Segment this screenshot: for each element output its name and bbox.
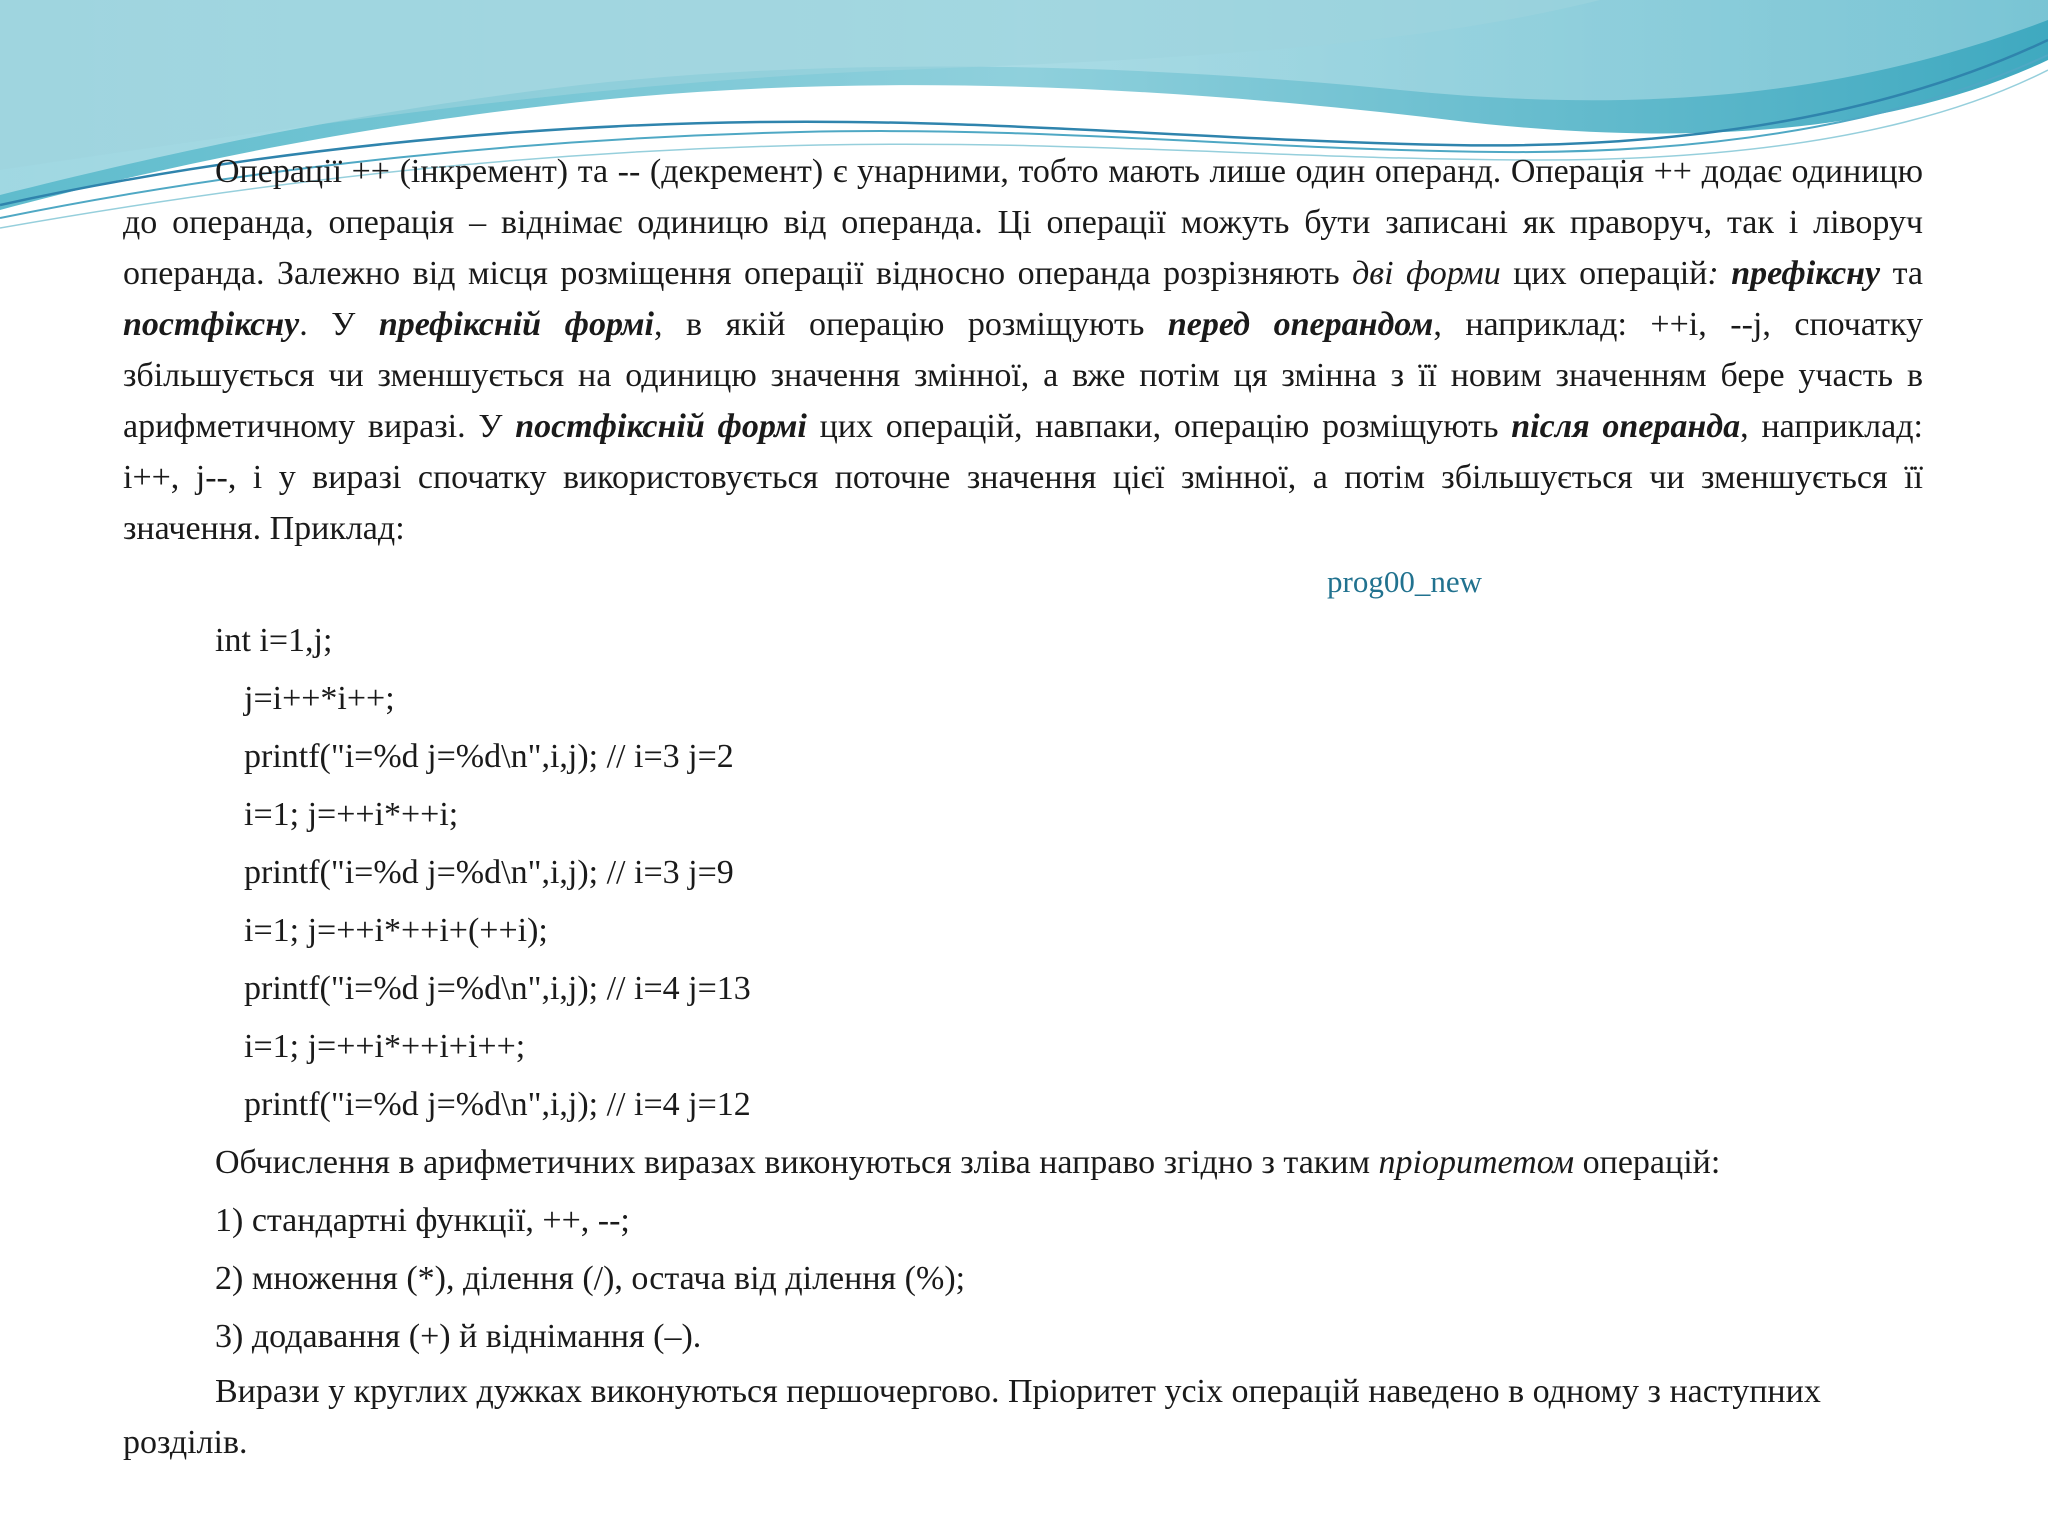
priority-item: 2) множення (*), ділення (/), остача від ділення (%); xyxy=(215,1260,966,1297)
priority-item: 1) стандартні функції, ++, --; xyxy=(215,1202,630,1239)
code-line: int i=1,j; xyxy=(215,622,333,659)
prog00-new-link[interactable]: prog00_new xyxy=(1327,564,1482,599)
intro-line-3: праворуч, так і ліворуч операнда. Залежно від місця розміщення операції відносно операнда розрізняють xyxy=(123,204,1923,292)
priority-intro xyxy=(123,1134,1923,1192)
intro-line-1: Операції ++ (інкремент) та -- (декремент) є унарними, тобто мають лише один операнд. Операція ++ xyxy=(215,153,1692,190)
priority-intro-text: Обчислення в арифметичних виразах виконуються зліва направо згідно з таким xyxy=(215,1144,1379,1181)
priority-item: 3) додавання (+) й віднімання (–). xyxy=(215,1318,702,1355)
term-operand: операндом xyxy=(1273,306,1434,343)
intro-colon: : xyxy=(1707,255,1732,292)
slide-content xyxy=(123,146,1923,1468)
intro-italic-dvi: дві xyxy=(1352,255,1394,292)
code-line: printf("i=%d j=%d\n",i,j); // i=4 j=13 xyxy=(244,970,751,1007)
intro-line-4a: цих операцій xyxy=(1500,255,1708,292)
term-prefix-form: префіксній формі xyxy=(378,306,655,343)
term-after-operand: після операнда xyxy=(1511,408,1741,445)
priority-italic: пріоритетом xyxy=(1378,1144,1575,1181)
closing-paragraph xyxy=(123,1366,1923,1468)
code-line: i=1; j=++i*++i+i++; xyxy=(244,1028,526,1065)
intro-line-4d: , в якій операцію розміщують xyxy=(654,306,1168,343)
code-line: j=i++*i++; xyxy=(244,680,395,717)
term-postfix: постфіксну xyxy=(123,306,300,343)
intro-paragraph xyxy=(123,146,1923,554)
intro-line-5: , наприклад: ++i, --j, спочатку збільшується чи зменшується на одиницю значення змінної, а вже xyxy=(123,306,1924,394)
code-line: printf("i=%d j=%d\n",i,j); // i=3 j=2 xyxy=(244,738,734,775)
intro-line-2: додає одиницю до операнда, операція – віднімає одиницю від операнда. Ці операції можуть бути записані як xyxy=(123,153,1923,241)
term-before: перед xyxy=(1167,306,1251,343)
code-example xyxy=(123,612,1923,1134)
code-line: printf("i=%d j=%d\n",i,j); // i=4 j=12 xyxy=(244,1086,751,1123)
code-line: i=1; j=++i*++i; xyxy=(244,796,459,833)
code-line: printf("i=%d j=%d\n",i,j); // i=3 j=9 xyxy=(244,854,734,891)
intro-line-8: використовується поточне значення цієї змінної, а потім збільшується чи зменшується її значення. Приклад: xyxy=(123,459,1923,547)
intro-line-6c: цих xyxy=(806,408,874,445)
intro-line-7c: , наприклад: i++, j--, і у виразі спочатку xyxy=(123,408,1923,496)
closing-line-1: Вирази у круглих дужках виконуються першочергово. Пріоритет усіх операцій наведено в одному з xyxy=(215,1373,1661,1410)
code-line: i=1; j=++i*++i+(++i); xyxy=(244,912,548,949)
link-row xyxy=(123,554,1923,610)
intro-line-4c: . У xyxy=(299,306,379,343)
closing-line-2: наступних розділів. xyxy=(123,1373,1821,1461)
term-postfix-form: постфіксній формі xyxy=(515,408,807,445)
intro-line-7a: операцій, навпаки, операцію розміщують xyxy=(885,408,1512,445)
term-prefix: префіксну xyxy=(1731,255,1881,292)
intro-italic-formy: форми xyxy=(1406,255,1501,292)
intro-line-4b: та xyxy=(1880,255,1924,292)
intro-line-6a: потім ця змінна з її новим значенням бере участь в арифметичному виразі. У xyxy=(123,357,1923,445)
priority-intro-end: операцій: xyxy=(1574,1144,1721,1181)
